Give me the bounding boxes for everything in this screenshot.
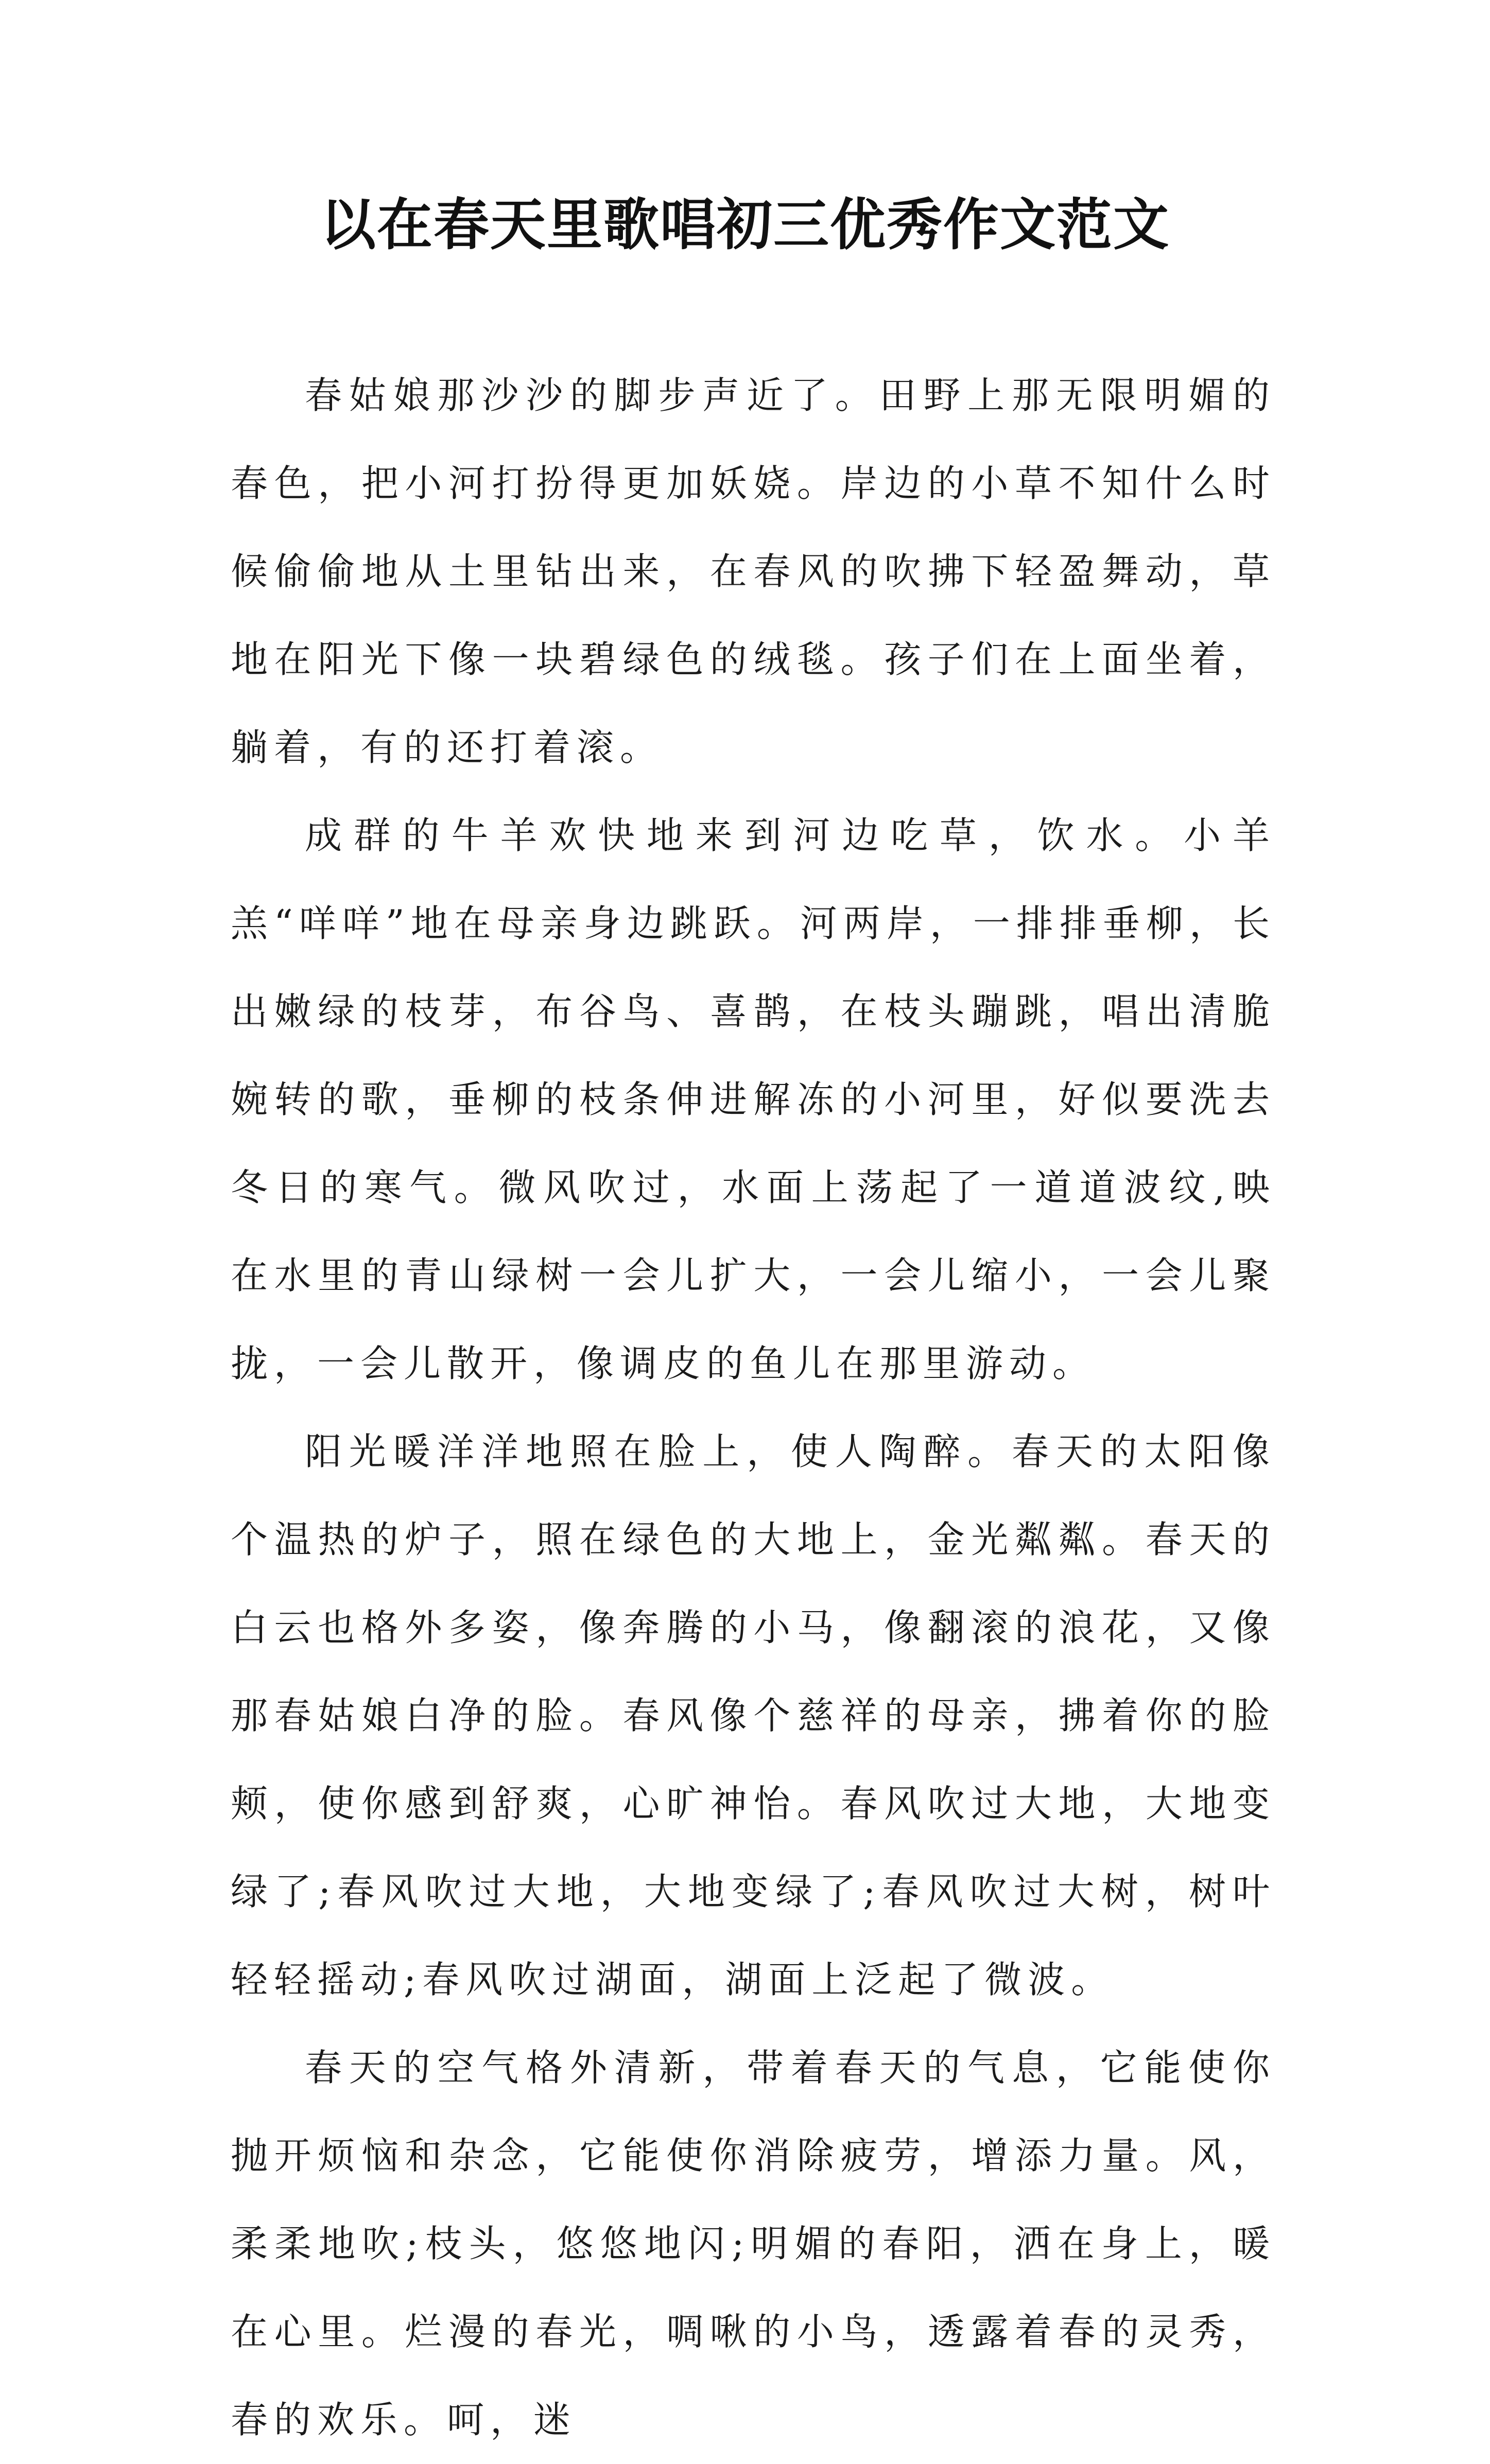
paragraph-1: 春姑娘那沙沙的脚步声近了。田野上那无限明媚的春色，把小河打扮得更加妖娆。岸边的小草不知什么时候偷偷地从土里钻出来，在春风的吹拂下轻盈舞动，草地在阳光下像一块碧绿色的绒毯。孩子们在上面坐着，躺着，有的还打着滚。 xyxy=(231,374,1276,769)
paragraph-4: 春天的空气格外清新，带着春天的气息，它能使你抛开烦恼和杂念，它能使你消除疲劳，增添力量。风，柔柔地吹;枝头，悠悠地闪;明媚的春阳，洒在身上，暖在心里。烂漫的春光，啁啾的小鸟，透露着春的灵秀，春的欢乐。呵，迷 xyxy=(231,2046,1276,2441)
document-title: 以在春天里歌唱初三优秀作文范文 xyxy=(320,193,1170,257)
paragraph-2: 成群的牛羊欢快地来到河边吃草，饮水。小羊羔“咩咩”地在母亲身边跳跃。河两岸，一排排垂柳，长出嫩绿的枝芽，布谷鸟、喜鹊，在枝头蹦跳，唱出清脆婉转的歌，垂柳的枝条伸进解冻的小河里，好似要洗去冬日的寒气。微风吹过，水面上荡起了一道道波纹,映在水里的青山绿树一会儿扩大，一会儿缩小，一会儿聚拢，一会儿散开，像调皮的鱼儿在那里游动。 xyxy=(231,814,1276,1385)
document-body xyxy=(231,352,1276,2464)
paragraph-3: 阳光暖洋洋地照在脸上，使人陶醉。春天的太阳像个温热的炉子，照在绿色的大地上，金光粼粼。春天的白云也格外多姿，像奔腾的小马，像翻滚的浪花，又像那春姑娘白净的脸。春风像个慈祥的母亲，拂着你的脸颊，使你感到舒爽，心旷神怡。春风吹过大地，大地变绿了;春风吹过大地，大地变绿了;春风吹过大树，树叶轻轻摇动;春风吹过湖面，湖面上泛起了微波。 xyxy=(231,1430,1276,2001)
